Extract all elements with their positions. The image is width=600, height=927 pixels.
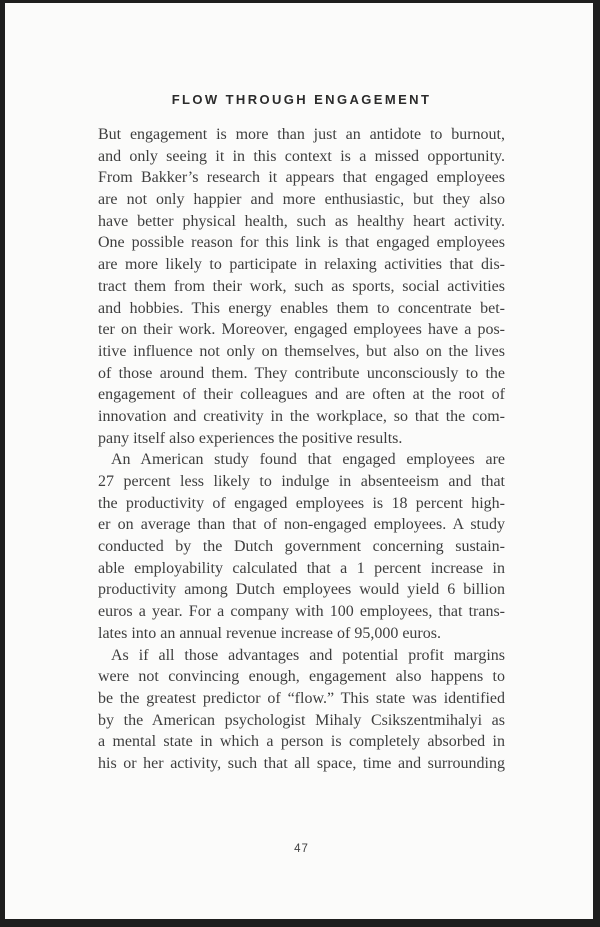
text-line: are not only happier and more enthusiastic, but they also — [98, 191, 505, 209]
text-line: were not convincing enough, engagement also happens to — [98, 668, 505, 686]
text-line: er on average than that of non-engaged employees. A study — [98, 516, 505, 534]
text-line: conducted by the Dutch government concerning sustain- — [98, 538, 505, 556]
text-line: lates into an annual revenue increase of 95,000 euros. — [98, 624, 441, 642]
text-line: One possible reason for this link is that engaged employees — [98, 234, 505, 252]
text-line: An American study found that engaged employees are — [111, 451, 505, 469]
text-line: productivity among Dutch employees would yield 6 billion — [98, 581, 505, 599]
text-line: engagement of their colleagues and are often at the root of — [98, 386, 505, 404]
text-line: able employability calculated that a 1 percent increase in — [98, 559, 505, 577]
text-line: the productivity of engaged employees is 18 percent high- — [98, 494, 505, 512]
text-line: and only seeing it in this context is a missed opportunity. — [98, 147, 505, 165]
text-line: innovation and creativity in the workplace, so that the com- — [98, 407, 505, 425]
text-line: But engagement is more than just an antidote to burnout, — [98, 126, 505, 143]
text-line: tract them from their work, such as sports, social activities — [98, 277, 505, 295]
text-line: ter on their work. Moreover, engaged employees have a pos- — [98, 321, 505, 339]
text-line: As if all those advantages and potential profit margins — [111, 646, 505, 664]
text-line: and hobbies. This energy enables them to concentrate bet- — [98, 299, 505, 317]
text-line: 27 percent less likely to indulge in absenteeism and that — [98, 473, 505, 490]
text-line: his or her activity, such that all space, time and surrounding — [98, 754, 505, 772]
text-line: pany itself also experiences the positive results. — [98, 429, 403, 447]
page-number: 47 — [294, 843, 309, 855]
text-line: a mental state in which a person is completely absorbed in — [98, 733, 505, 751]
body-text — [98, 124, 505, 775]
running-head: FLOW THROUGH ENGAGEMENT — [171, 92, 432, 107]
text-line: by the American psychologist Mihaly Csikszentmihalyi as — [98, 711, 505, 729]
text-line: be the greatest predictor of “flow.” This state was identified — [98, 689, 505, 707]
text-line: euros a year. For a company with 100 employees, that trans- — [98, 603, 505, 621]
text-line: have better physical health, such as healthy heart activity. — [98, 212, 505, 230]
text-line: are more likely to participate in relaxing activities that dis- — [98, 256, 505, 274]
text-line: itive influence not only on themselves, but also on the lives — [98, 342, 505, 360]
book-page — [5, 3, 593, 919]
text-line: From Bakker’s research it appears that engaged employees — [98, 169, 505, 187]
text-line: of those around them. They contribute unconsciously to the — [98, 364, 505, 382]
